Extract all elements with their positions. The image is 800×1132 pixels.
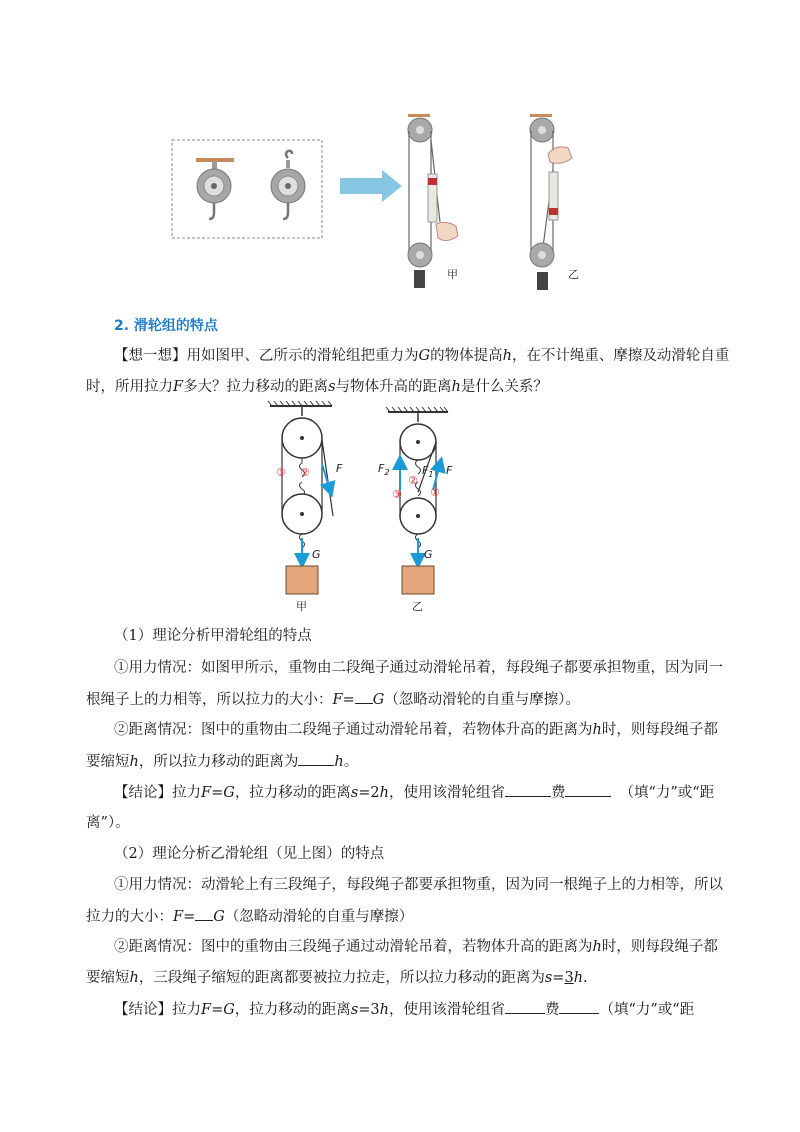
label-c3-yi: ③ bbox=[392, 488, 402, 501]
answer-blank-7[interactable] bbox=[559, 999, 599, 1014]
think-line-1: 【想一想】用如图甲、乙所示的滑轮组把重力为G的物体提高h，在不计绳重、摩擦及动滑轮自重 bbox=[114, 348, 730, 364]
label-F1: $F_1$ bbox=[422, 464, 434, 480]
part2-conclusion-line1: 【结论】拉力F=G，拉力移动的距离s=3h，使用该滑轮组省 费 （填“力”或“距 bbox=[114, 999, 694, 1020]
diagram-label-jia: 甲 bbox=[296, 600, 307, 613]
answer-filled-3: 3 bbox=[564, 970, 574, 986]
arrow-icon bbox=[340, 170, 402, 202]
answer-blank-1[interactable] bbox=[355, 689, 373, 704]
part1-p2-line1: ②距离情况：图中的重物由二段绳子通过动滑轮吊着，若物体升高的距离为h时，则每段绳子都 bbox=[114, 722, 718, 738]
answer-blank-3[interactable] bbox=[505, 782, 551, 797]
movable-pulley-photo bbox=[271, 151, 305, 219]
part1-conclusion-line1: 【结论】拉力F=G，拉力移动的距离s=2h，使用该滑轮组省 费 （填“力”或“距 bbox=[114, 782, 714, 803]
think-line-2: 时，所用拉力F多大？拉力移动的距离s与物体升高的距离h是什么关系？ bbox=[86, 379, 548, 395]
label-c1-yi: ① bbox=[430, 486, 440, 499]
answer-blank-2[interactable] bbox=[298, 751, 334, 766]
label-F-yi: F bbox=[446, 464, 453, 477]
answer-blank-4[interactable] bbox=[565, 782, 611, 797]
part2-title: （2）理论分析乙滑轮组（见上图）的特点 bbox=[114, 846, 385, 862]
pulley-diagram bbox=[0, 398, 800, 610]
weight-box-yi bbox=[402, 566, 434, 594]
part1-p2-line2: 要缩短h，所以拉力移动的距离为 h。 bbox=[86, 751, 358, 772]
fixed-pulley-photo bbox=[196, 158, 234, 219]
photo-label-yi: 乙 bbox=[568, 268, 579, 281]
answer-blank-5[interactable] bbox=[195, 906, 213, 921]
part2-p2-line2: 要缩短h，三段绳子缩短的距离都要被拉力拉走，所以拉力移动的距离为s=3h. bbox=[86, 970, 588, 986]
part1-conclusion-line2: 离”）。 bbox=[86, 815, 130, 831]
pulley-system-yi-photo bbox=[530, 114, 572, 290]
label-c3-jia: ③ bbox=[276, 466, 286, 479]
label-c2-jia: ② bbox=[300, 466, 310, 479]
top-figure bbox=[0, 0, 800, 300]
label-F2: $F_2$ bbox=[378, 462, 390, 478]
section-heading: 2. 滑轮组的特点 bbox=[114, 318, 218, 334]
diagram-label-yi: 乙 bbox=[412, 600, 423, 613]
label-G-jia: G bbox=[312, 548, 321, 561]
label-c2-yi: ② bbox=[408, 474, 418, 487]
answer-blank-6[interactable] bbox=[505, 999, 545, 1014]
pulley-system-jia-photo bbox=[408, 114, 458, 288]
label-F-jia: F bbox=[336, 462, 343, 475]
part1-p1-line2: 根绳子上的力相等，所以拉力的大小：F= G（忽略动滑轮的自重与摩擦）。 bbox=[86, 689, 580, 710]
part1-title: （1）理论分析甲滑轮组的特点 bbox=[114, 628, 312, 644]
label-G-yi: G bbox=[424, 548, 433, 561]
part2-p2-line1: ②距离情况：图中的重物由三段绳子通过动滑轮吊着，若物体升高的距离为h时，则每段绳子都 bbox=[114, 939, 718, 955]
part2-p1-line2: 拉力的大小：F= G（忽略动滑轮的自重与摩擦） bbox=[86, 906, 413, 927]
photo-label-jia: 甲 bbox=[447, 268, 458, 281]
diagram-jia bbox=[268, 401, 333, 594]
part1-p1-line1: ①用力情况：如图甲所示，重物由二段绳子通过动滑轮吊着，每段绳子都要承担物重，因为同一 bbox=[114, 660, 723, 676]
part2-p1-line1: ①用力情况：动滑轮上有三段绳子，每段绳子都要承担物重，因为同一根绳子上的力相等，所以 bbox=[114, 877, 723, 893]
weight-box-jia bbox=[286, 566, 318, 594]
